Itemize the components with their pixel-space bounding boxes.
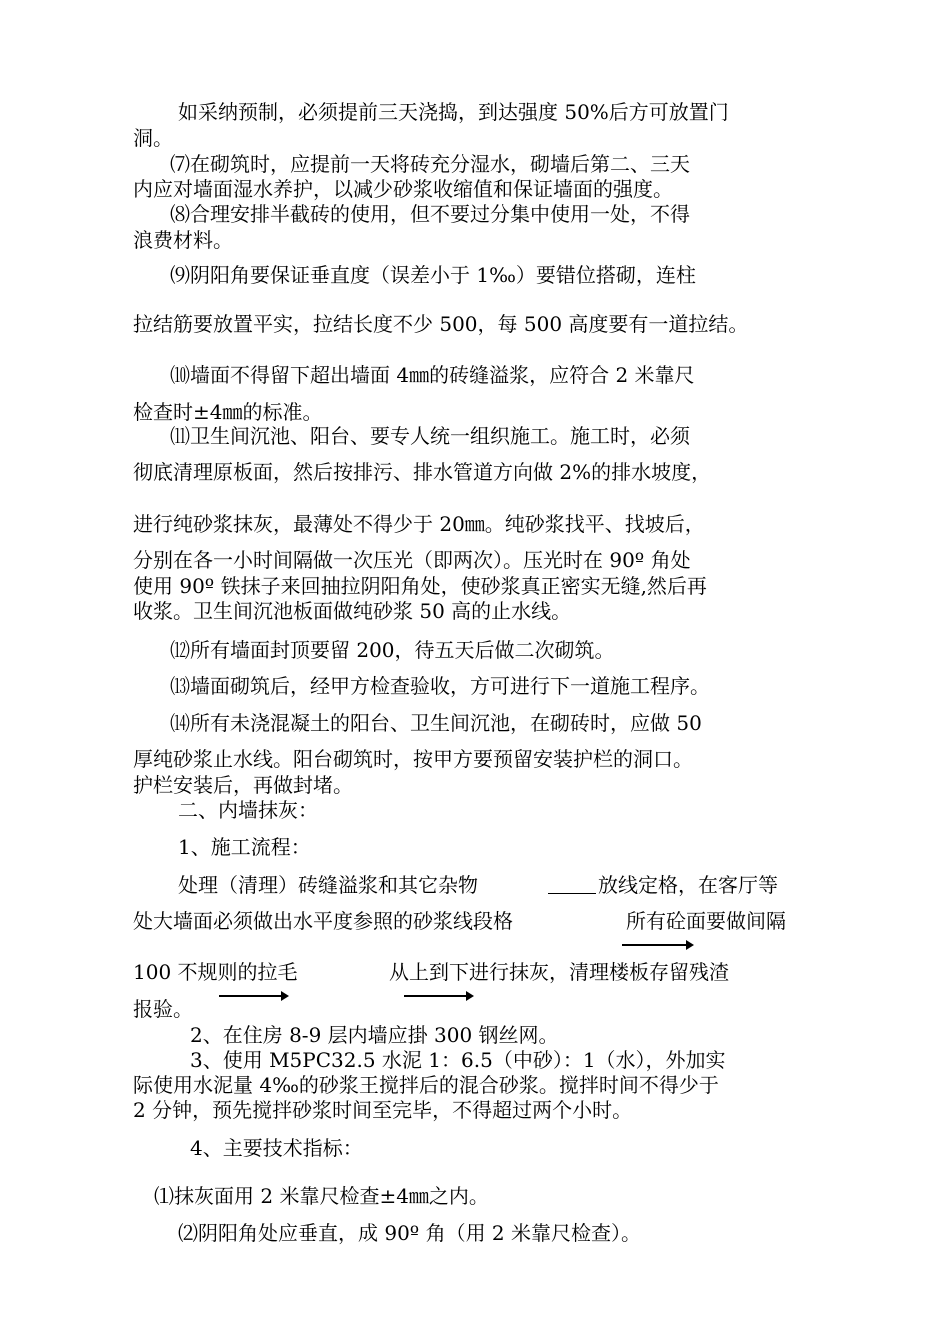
text-line: 厚纯砂浆止水线。阳台砌筑时，按甲方要预留安装护栏的洞口。 <box>133 747 693 771</box>
text-line: 检查时±4㎜的标准。 <box>133 400 323 424</box>
flow-step-5: 报验。 <box>133 997 193 1021</box>
text-line: 使用 90º 铁抹子来回抽拉阴阳角处，使砂浆真正密实无缝,然后再 <box>133 574 707 598</box>
text-line: 拉结筋要放置平实，拉结长度不少 500，每 500 高度要有一道拉结。 <box>133 312 749 336</box>
flow-step-2: 放线定格，在客厅等 <box>598 873 778 897</box>
text-line: 进行纯砂浆抹灰，最薄处不得少于 20㎜。纯砂浆找平、找坡后， <box>133 512 705 536</box>
text-line: 际使用水泥量 4‰的砂浆王搅拌后的混合砂浆。搅拌时间不得少于 <box>133 1073 719 1097</box>
text-line: 彻底清理原板面，然后按排污、排水管道方向做 2%的排水坡度， <box>133 460 712 484</box>
text-line: ⑾卫生间沉池、阳台、要专人统一组织施工。施工时，必须 <box>170 424 690 448</box>
flow-step-4: 从上到下进行抹灰，清理楼板存留残渣 <box>389 960 729 984</box>
text-line: ⒁所有未浇混凝土的阳台、卫生间沉池，在砌砖时，应做 50 <box>170 711 702 735</box>
text-line: ⒀墙面砌筑后，经甲方检查验收，方可进行下一道施工程序。 <box>170 674 710 698</box>
text-line: 内应对墙面湿水养护，以减少砂浆收缩值和保证墙面的强度。 <box>133 177 673 201</box>
section-heading: 二、内墙抹灰： <box>178 798 318 822</box>
flow-step-3: 所有砼面要做间隔 <box>626 909 786 933</box>
flow-connector-line <box>548 893 596 894</box>
text-line: 2 分钟，预先搅拌砂浆时间至完毕，不得超过两个小时。 <box>133 1098 633 1122</box>
flow-step-3-cont: 100 不规则的拉毛 <box>133 960 298 984</box>
flow-arrow-icon <box>219 995 287 997</box>
text-line: 浪费材料。 <box>133 228 233 252</box>
flow-arrow-icon <box>404 995 472 997</box>
text-line: ⑺在砌筑时，应提前一天将砖充分湿水，砌墙后第二、三天 <box>170 152 690 176</box>
text-line: 分别在各一小时间隔做一次压光（即两次）。压光时在 90º 角处 <box>133 548 691 572</box>
text-line: ⑽墙面不得留下超出墙面 4㎜的砖缝溢浆，应符合 2 米靠尺 <box>170 363 695 387</box>
text-line: ⑻合理安排半截砖的使用，但不要过分集中使用一处，不得 <box>170 202 690 226</box>
text-line: 3、使用 M5PC32.5 水泥 1：6.5（中砂）：1（水），外加实 <box>190 1048 726 1072</box>
text-line: ⑿所有墙面封顶要留 200，待五天后做二次砌筑。 <box>170 638 615 662</box>
text-line: ⑵阴阳角处应垂直，成 90º 角（用 2 米靠尺检查）。 <box>178 1221 642 1245</box>
flow-step-1: 处理（清理）砖缝溢浆和其它杂物 <box>178 873 478 897</box>
text-line: 收浆。卫生间沉池板面做纯砂浆 50 高的止水线。 <box>133 599 572 623</box>
flow-step-2-cont: 处大墙面必须做出水平度参照的砂浆线段格 <box>133 909 513 933</box>
text-line: 如采纳预制，必须提前三天浇捣，到达强度 50%后方可放置门 <box>178 100 729 124</box>
flow-arrow-icon <box>622 944 692 946</box>
text-line: ⑼阴阳角要保证垂直度（误差小于 1‰）要错位搭砌，连柱 <box>170 263 696 287</box>
subsection-heading: 1、施工流程： <box>178 835 311 859</box>
subsection-heading: 4、主要技术指标： <box>190 1136 363 1160</box>
text-line: ⑴抹灰面用 2 米靠尺检查±4㎜之内。 <box>154 1184 489 1208</box>
text-line: 2、在住房 8-9 层内墙应掛 300 钢丝网。 <box>190 1023 559 1047</box>
text-line: 洞。 <box>133 126 173 150</box>
text-line: 护栏安装后，再做封堵。 <box>133 773 353 797</box>
